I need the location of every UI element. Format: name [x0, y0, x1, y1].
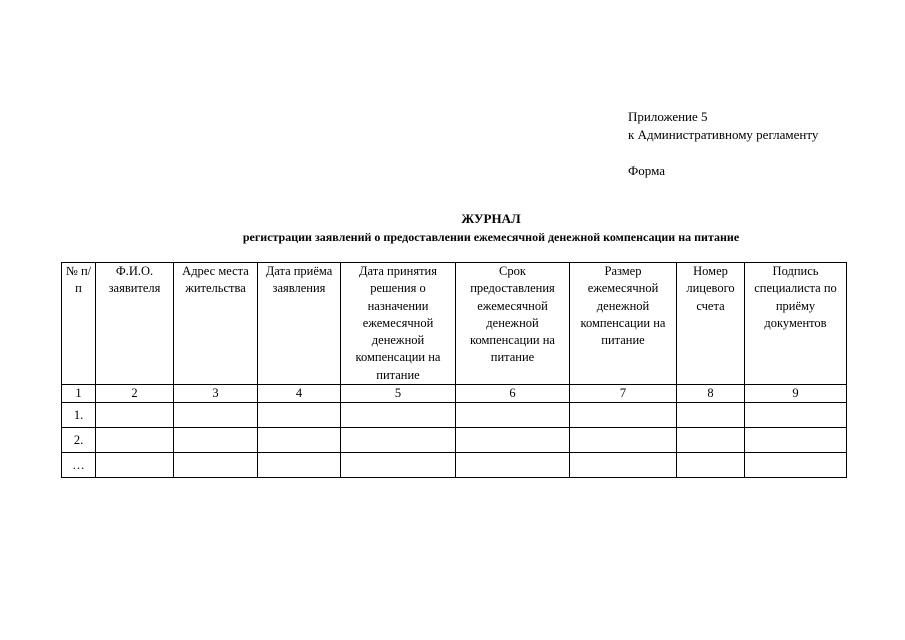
appendix-line: Приложение 5: [628, 109, 708, 124]
journal-table: [61, 262, 847, 478]
column-number: 6: [456, 385, 570, 403]
table-cell: [174, 403, 258, 428]
column-header: Дата принятия решения о назначении ежемесячной денежной компенсации на питание: [341, 263, 456, 385]
column-number: 1: [62, 385, 96, 403]
table-cell: [96, 453, 174, 478]
form-label: Форма: [628, 163, 665, 178]
column-header: Размер ежемесячной денежной компенсации на питание: [570, 263, 677, 385]
column-number: 5: [341, 385, 456, 403]
column-header: Дата приёма заявления: [258, 263, 341, 385]
table-cell: [341, 403, 456, 428]
header-row: [62, 263, 847, 385]
table-row: [62, 453, 847, 478]
table-cell: [570, 403, 677, 428]
column-header: Ф.И.О. заявителя: [96, 263, 174, 385]
table-cell: [258, 403, 341, 428]
table-cell: [745, 428, 847, 453]
appendix-regulation-line: к Административному регламенту: [628, 127, 819, 142]
column-number: 4: [258, 385, 341, 403]
table-cell: [96, 428, 174, 453]
column-number: 3: [174, 385, 258, 403]
table-cell: [456, 428, 570, 453]
table-cell: [456, 403, 570, 428]
column-header: Адрес места жительства: [174, 263, 258, 385]
column-number: 2: [96, 385, 174, 403]
table-cell: [677, 428, 745, 453]
table-cell: [258, 453, 341, 478]
table-cell: [677, 453, 745, 478]
appendix-header: [628, 108, 818, 180]
row-number: 2.: [62, 428, 96, 453]
table-cell: [677, 403, 745, 428]
table-cell: [96, 403, 174, 428]
document-subtitle: регистрации заявлений о предоставлении ежемесячной денежной компенсации на питание: [242, 230, 740, 244]
table-row: [62, 403, 847, 428]
table-cell: [570, 428, 677, 453]
document-title: ЖУРНАЛ: [461, 211, 521, 226]
column-number: 7: [570, 385, 677, 403]
table-cell: [745, 453, 847, 478]
column-header: Номер лицевого счета: [677, 263, 745, 385]
column-number-row: [62, 385, 847, 403]
column-header: Подпись специалиста по приёму документов: [745, 263, 847, 385]
row-number: 1.: [62, 403, 96, 428]
table-cell: [341, 428, 456, 453]
table-cell: [745, 403, 847, 428]
column-number: 9: [745, 385, 847, 403]
table-row: [62, 428, 847, 453]
table-cell: [570, 453, 677, 478]
table-cell: [174, 428, 258, 453]
table-cell: [174, 453, 258, 478]
spacer: [628, 144, 818, 162]
table-cell: [258, 428, 341, 453]
column-header: № п/п: [62, 263, 96, 385]
table-cell: [341, 453, 456, 478]
table-cell: [456, 453, 570, 478]
row-number: …: [62, 453, 96, 478]
column-header: Срок предоставления ежемесячной денежной компенсации на питание: [456, 263, 570, 385]
column-number: 8: [677, 385, 745, 403]
